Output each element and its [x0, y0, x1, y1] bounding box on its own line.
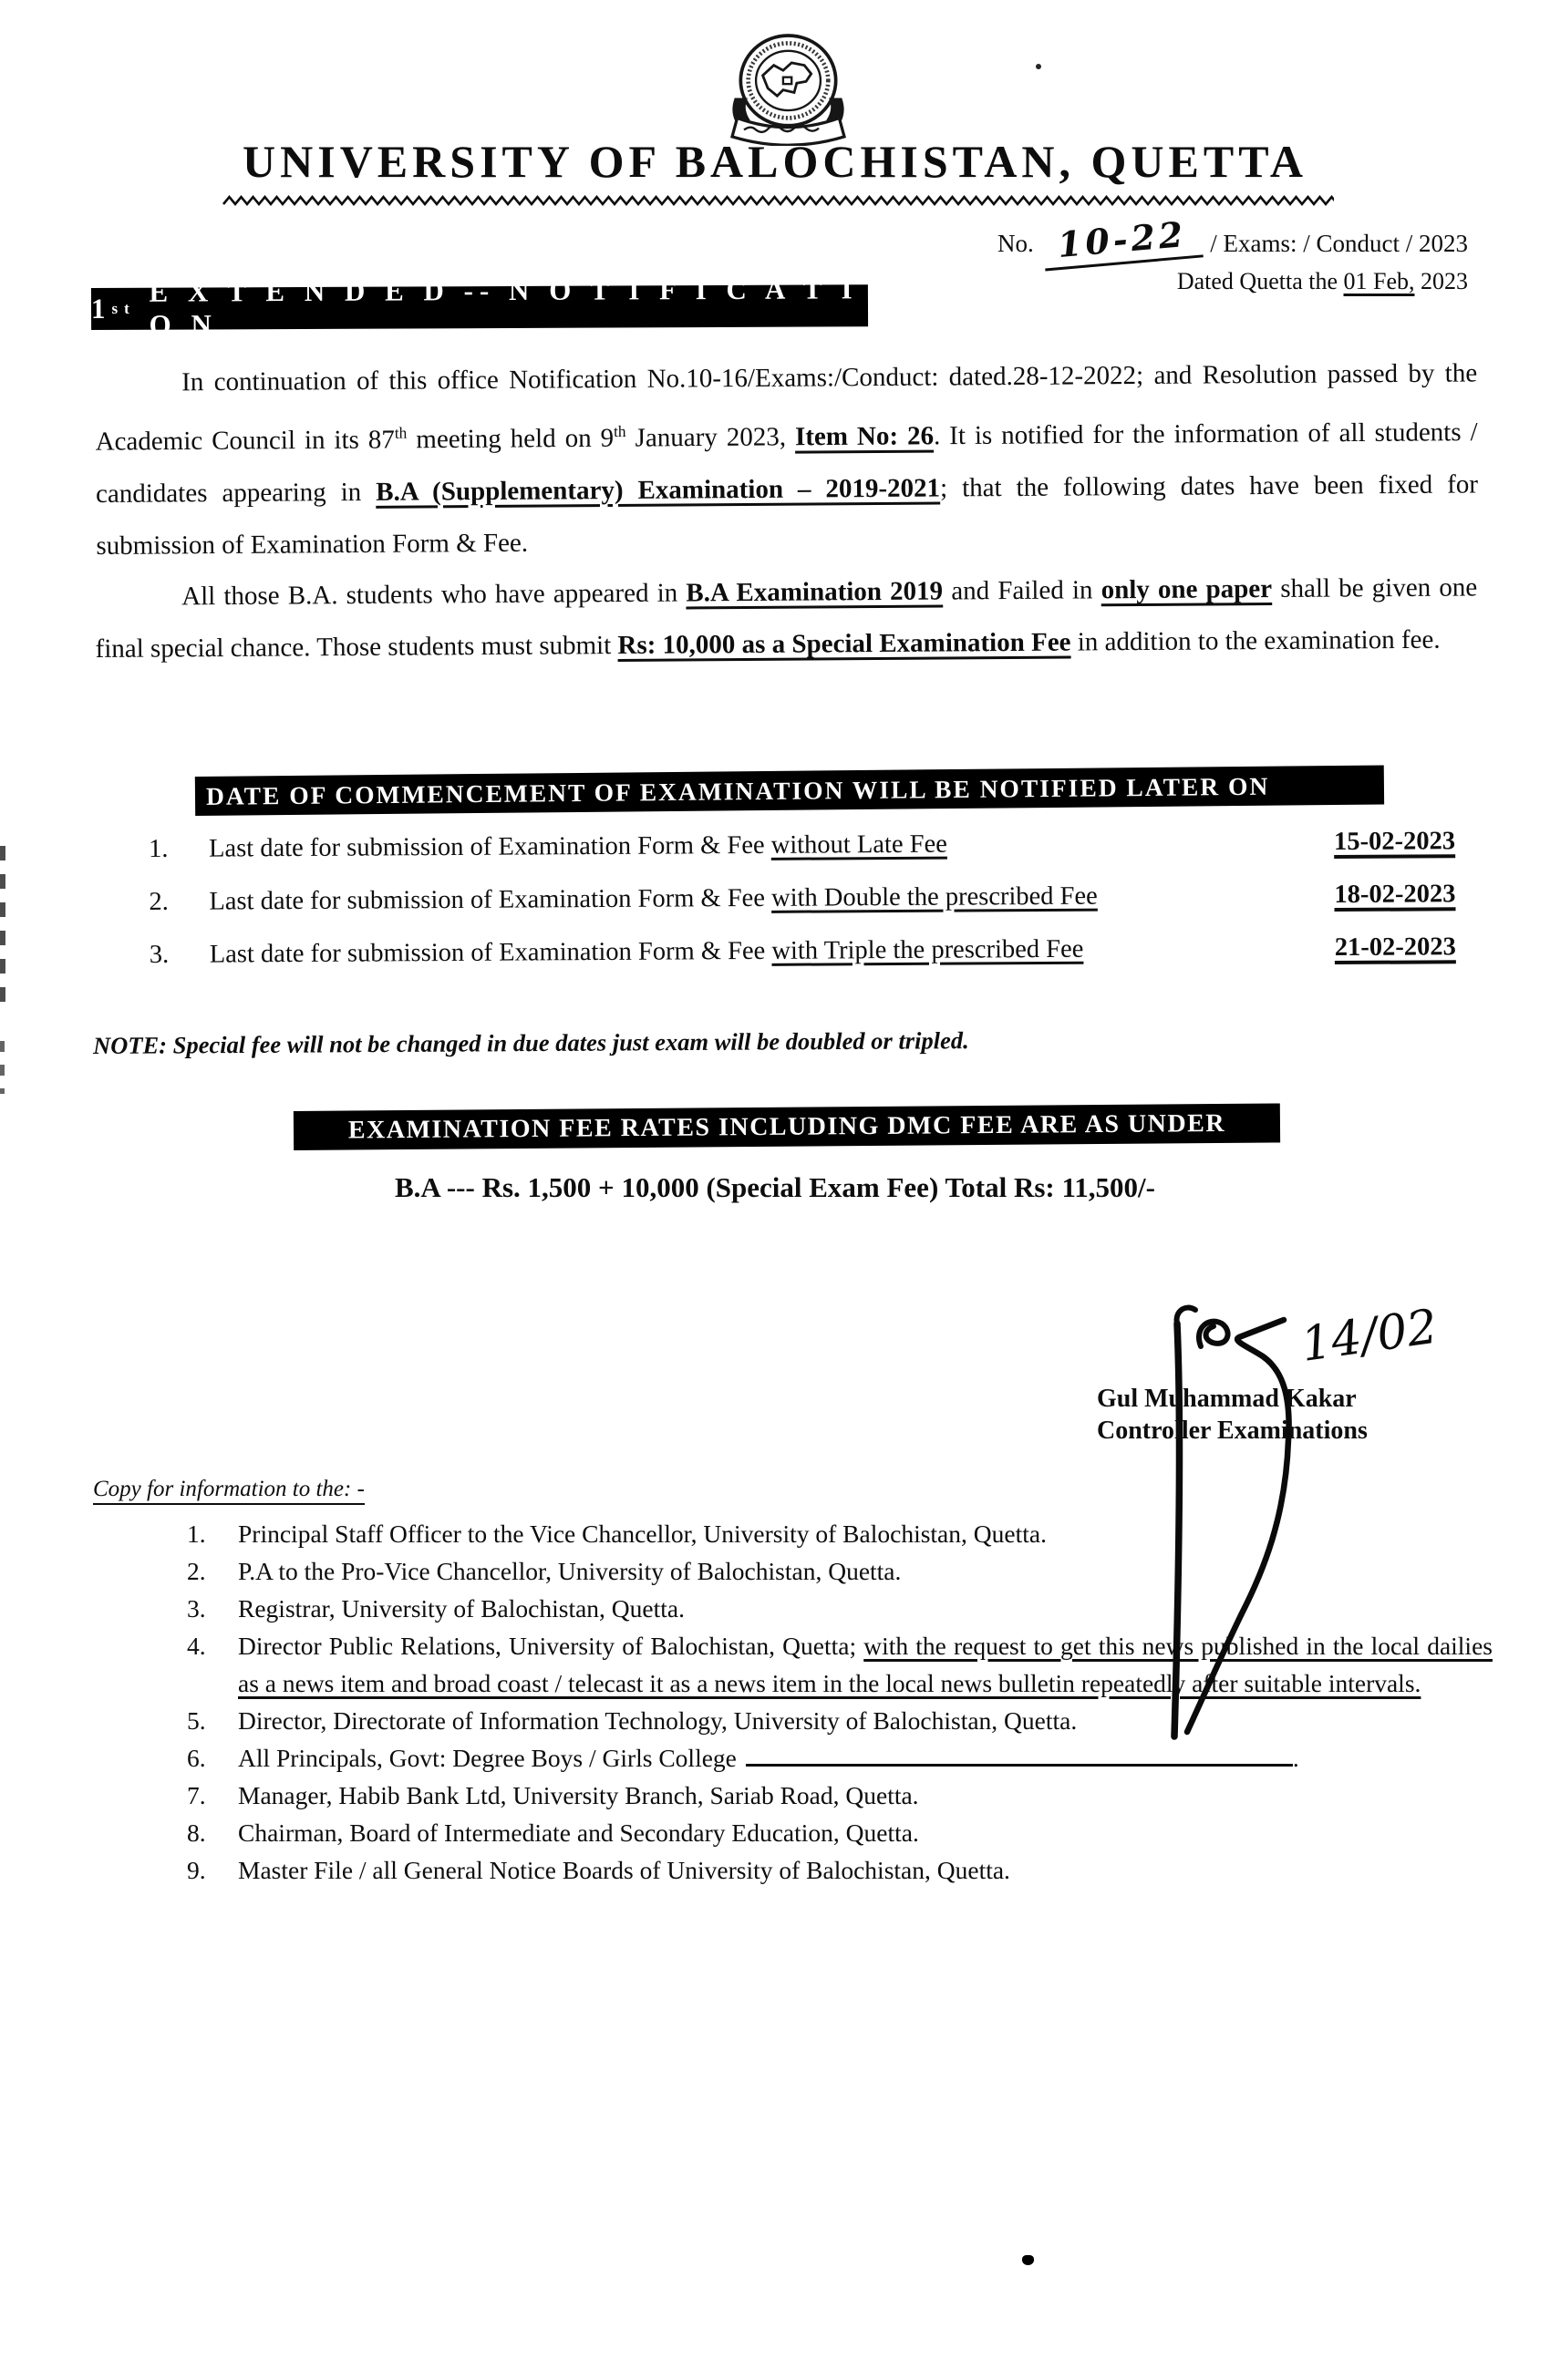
- scan-edge-marks: [0, 846, 5, 1012]
- row-text: Last date for submission of Examination Form & Fee: [209, 883, 772, 916]
- item-text: All Principals, Govt: Degree Boys / Girls College: [238, 1744, 737, 1772]
- item-text: .: [1292, 1744, 1299, 1772]
- item-text: Director Public Relations, University of Balochistan, Quetta;: [238, 1632, 864, 1660]
- copy-list-item: [187, 1851, 1493, 1889]
- item-number: 5.: [187, 1706, 206, 1735]
- reference-number-line: [997, 212, 1468, 266]
- item-text: Principal Staff Officer to the Vice Chancellor, University of Balochistan, Quetta.: [238, 1520, 1047, 1548]
- para1-exam-title: B.A (Supplementary) Examination – 2019-2021: [376, 473, 941, 507]
- scan-edge-marks: [0, 1041, 5, 1094]
- copy-list-item: [187, 1739, 1493, 1777]
- banner-text: E X T E N D E D -- N O T I F I C A T I O N: [149, 273, 859, 341]
- item-text: Master File / all General Notice Boards of University of Balochistan, Quetta.: [238, 1856, 1010, 1884]
- schedule-row: [149, 880, 1455, 917]
- body-paragraph-2: [95, 562, 1478, 675]
- fee-schedule: [149, 827, 1456, 994]
- item-number: 2.: [187, 1557, 206, 1585]
- scan-dot-artifact: [1036, 64, 1041, 69]
- item-text: Registrar, University of Balochistan, Quetta.: [238, 1594, 685, 1623]
- dated-line: [1177, 268, 1468, 295]
- signature-date-annotation: 14/02: [1297, 1299, 1442, 1373]
- row-number: 2.: [149, 887, 169, 916]
- item-text: Chairman, Board of Intermediate and Secondary Education, Quetta.: [238, 1818, 919, 1847]
- banner-ordinal: 1: [90, 292, 112, 325]
- signatory-title: Controller Examinations: [1097, 1417, 1368, 1445]
- item-text: Manager, Habib Bank Ltd, University Branch, Sariab Road, Quetta.: [238, 1781, 919, 1809]
- para1-text: ; that the following dates have been fixed for submission of Examination Form & Fee.: [96, 469, 1479, 561]
- para2-exam-2019: B.A Examination 2019: [686, 576, 944, 608]
- row-date: 18-02-2023: [1334, 880, 1456, 910]
- para1-sup1: th: [394, 423, 408, 442]
- row-condition: with Triple the prescribed Fee: [771, 934, 1084, 965]
- item-number: 4.: [187, 1632, 206, 1660]
- para1-sup2: th: [613, 421, 626, 441]
- fee-rates-banner: EXAMINATION FEE RATES INCLUDING DMC FEE ARE AS UNDER: [294, 1104, 1280, 1150]
- university-seal-icon: [695, 26, 882, 146]
- page-title: UNIVERSITY OF BALOCHISTAN, QUETTA: [243, 136, 1307, 187]
- ref-number-handwritten: 10-22: [1041, 212, 1203, 272]
- banner-ordinal-suffix: st: [111, 299, 136, 317]
- row-condition: without Late Fee: [770, 829, 947, 860]
- para1-text: . It is notified for the information of all students / candidates appearing in: [95, 417, 1478, 509]
- signatory-name: Gul Muhammad Kakar: [1097, 1385, 1357, 1413]
- schedule-row: [149, 827, 1455, 864]
- item-text: P.A to the Pro-Vice Chancellor, University of Balochistan, Quetta.: [238, 1557, 902, 1585]
- commencement-banner: DATE OF COMMENCEMENT OF EXAMINATION WILL BE NOTIFIED LATER ON: [195, 765, 1384, 816]
- row-number: 1.: [149, 834, 169, 863]
- zigzag-path: [223, 197, 1334, 204]
- dated-prefix: Dated Quetta the: [1176, 268, 1338, 294]
- ref-label: No.: [997, 230, 1034, 257]
- para1-text: meeting held on 9: [407, 423, 615, 455]
- ref-suffix: / Exams: / Conduct / 2023: [1210, 230, 1468, 257]
- copy-list-item: [187, 1814, 1493, 1851]
- row-number: 3.: [149, 940, 170, 969]
- para2-text: and Failed in: [943, 575, 1101, 606]
- copy-list-item: [187, 1515, 1493, 1552]
- body-paragraph-1: [95, 347, 1479, 572]
- copy-distribution-list: [187, 1515, 1493, 1889]
- item-number: 7.: [187, 1781, 206, 1809]
- item-number: 3.: [187, 1594, 206, 1623]
- para2-text: in addition to the examination fee.: [1070, 624, 1441, 657]
- reference-block: [997, 212, 1468, 295]
- schedule-row: [150, 932, 1456, 970]
- item-number: 9.: [187, 1856, 206, 1884]
- row-text: Last date for submission of Examination Form & Fee: [208, 830, 771, 863]
- para2-text: shall be given one final special chance. Those students must submit: [95, 572, 1478, 664]
- para1-item-no: Item No: 26: [794, 421, 935, 452]
- fee-total-line: B.A --- Rs. 1,500 + 10,000 (Special Exam Fee) Total Rs: 11,500/-: [395, 1171, 1155, 1203]
- para2-text: All those B.A. students who have appeared in: [181, 578, 687, 612]
- copy-list-item: [187, 1590, 1493, 1627]
- row-condition: with Double the prescribed Fee: [770, 881, 1098, 912]
- dated-value: 01 Feb,: [1343, 268, 1415, 294]
- scan-dot-artifact: [1022, 2255, 1034, 2265]
- row-date: 21-02-2023: [1334, 932, 1456, 963]
- copy-list-item: [187, 1552, 1493, 1590]
- para1-text: In continuation of this office Notification No.10-16/Exams:/Conduct: dated.28-12-2022; and Resolution passed by the Academic Council in its 87: [95, 358, 1478, 457]
- para2-only-one-paper: only one paper: [1100, 573, 1273, 605]
- copy-list-item: [187, 1777, 1493, 1814]
- signatory-block: [1097, 1383, 1368, 1447]
- dated-year: 2023: [1421, 268, 1468, 294]
- item-number: 6.: [187, 1744, 206, 1772]
- title-zigzag-underline: [222, 193, 1334, 208]
- item-text: Director, Directorate of Information Technology, University of Balochistan, Quetta.: [238, 1706, 1078, 1735]
- item-number: 8.: [187, 1818, 206, 1847]
- item-number: 1.: [187, 1520, 206, 1548]
- note-line: NOTE: Special fee will not be changed in due dates just exam will be doubled or tripled.: [93, 1026, 969, 1059]
- para2-special-fee: Rs: 10,000 as a Special Examination Fee: [617, 627, 1071, 660]
- extended-notification-banner: [90, 273, 868, 341]
- copy-list-item: [187, 1627, 1493, 1702]
- row-date: 15-02-2023: [1333, 827, 1456, 857]
- fill-in-blank-line: [746, 1741, 1293, 1767]
- item-text-underlined: with the request to get this news published in the local dailies as a news item and broad coast / telecast it as a news item in the local news bulletin repeatedly after suitable intervals.: [238, 1632, 1493, 1697]
- copy-list-item: [187, 1702, 1493, 1739]
- copy-for-information-heading: Copy for information to the: -: [93, 1477, 365, 1505]
- row-text: Last date for submission of Examination Form & Fee: [209, 936, 772, 969]
- para1-text: January 2023,: [625, 422, 796, 453]
